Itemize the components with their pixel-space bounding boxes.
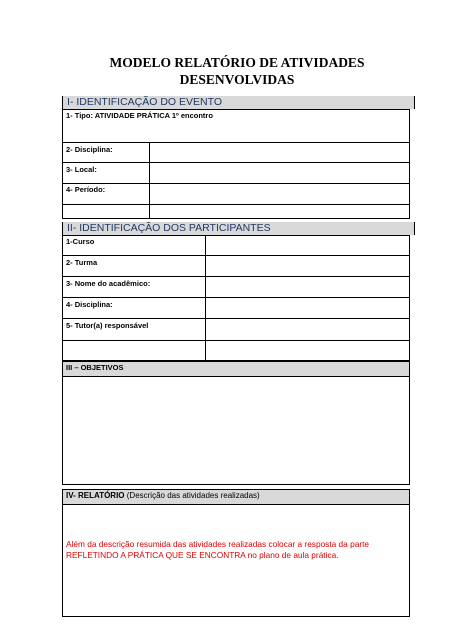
row-divider (62, 183, 410, 184)
section-1-header-right-edge (414, 96, 415, 109)
section-1-header: I- IDENTIFICAÇÃO DO EVENTO (63, 96, 415, 109)
title-line-1: MODELO RELATÓRIO DE ATIVIDADES (109, 55, 365, 70)
section-3-header: III – OBJETIVOS (66, 363, 124, 372)
field-disciplina-participant-label: 4- Disciplina: (66, 300, 113, 309)
section-1-header-left-edge (62, 96, 63, 109)
section-2-table (62, 235, 410, 361)
section-2-header-left-edge (62, 222, 63, 235)
report-note-line-1: Além da descrição resumida das atividades realizadas colocar a resposta da parte (66, 539, 369, 549)
section-2-header-right-edge (414, 222, 415, 235)
field-curso-label: 1-Curso (66, 237, 95, 246)
row-divider (62, 276, 410, 277)
field-tipo-label: 1- Tipo: ATIVIDADE PRÁTICA 1º encontro (66, 111, 213, 120)
report-note-line-2: REFLETINDO A PRÁTICA QUE SE ENCONTRA no plano de aula prática. (66, 550, 339, 560)
report-instruction-note (66, 539, 406, 561)
field-local-label: 3- Local: (66, 165, 97, 174)
section-2-header: II- IDENTIFICAÇÃO DOS PARTICIPANTES (63, 222, 415, 235)
row-divider (62, 297, 410, 298)
field-tutor-label: 5- Tutor(a) responsável (66, 321, 149, 330)
row-divider (62, 162, 410, 163)
row-divider (62, 376, 410, 377)
section-3-box (62, 361, 410, 485)
section-1-table (62, 109, 410, 219)
field-academico-label: 3- Nome do acadêmico: (66, 279, 151, 288)
field-disciplina-label: 2- Disciplina: (66, 145, 113, 154)
section-4-header-bold: IV- RELATÓRIO (66, 491, 125, 500)
document-title (0, 54, 474, 88)
section-4-header-normal: (Descrição das atividades realizadas) (124, 491, 260, 500)
row-divider (62, 340, 410, 341)
column-divider (205, 235, 206, 361)
row-divider (62, 318, 410, 319)
field-turma-label: 2- Turma (66, 258, 98, 267)
title-line-2: DESENVOLVIDAS (179, 72, 295, 87)
row-divider (62, 204, 410, 205)
row-divider (62, 142, 410, 143)
section-4-header (66, 491, 260, 501)
field-periodo-label: 4- Período: (66, 185, 106, 194)
column-divider (149, 142, 150, 219)
row-divider (62, 504, 410, 505)
row-divider (62, 255, 410, 256)
